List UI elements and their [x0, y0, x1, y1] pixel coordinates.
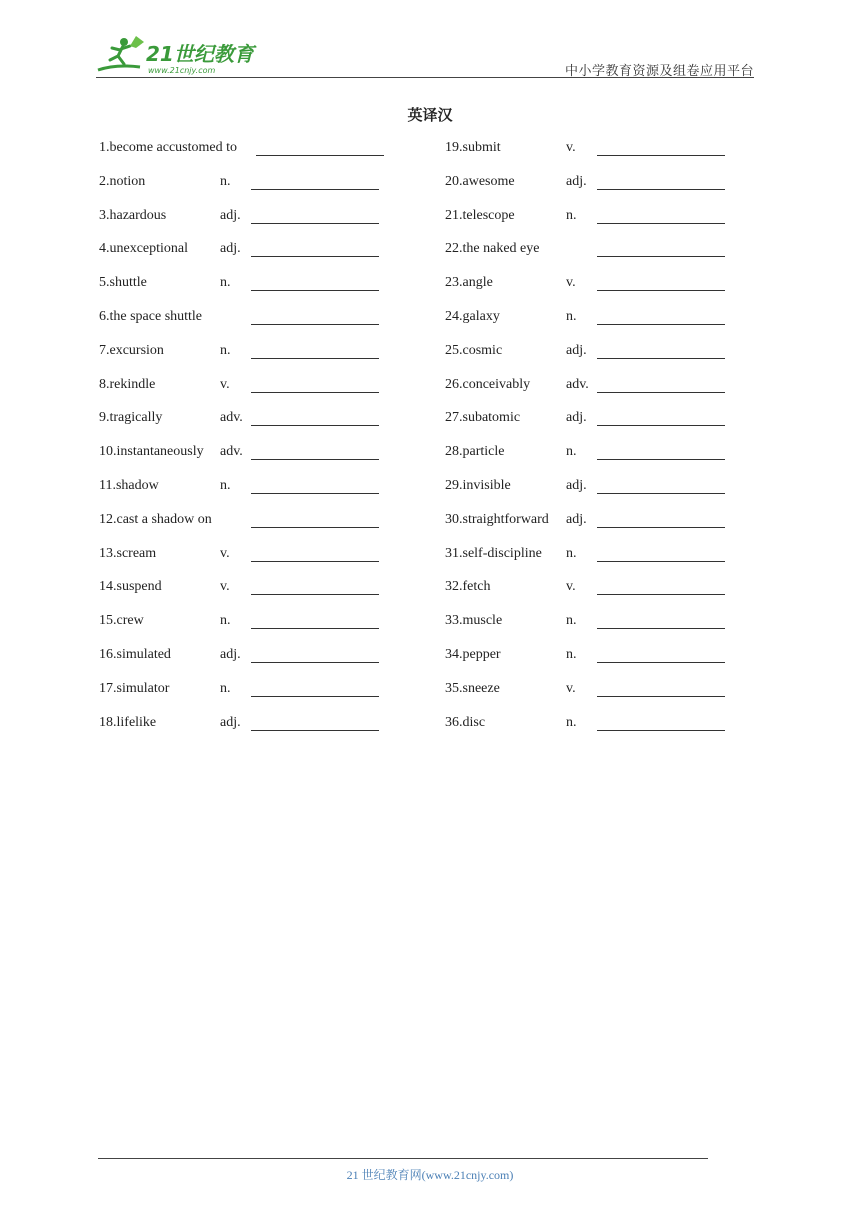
vocab-item: [99, 174, 419, 208]
vocab-word: 30.straightforward: [445, 511, 549, 527]
answer-blank[interactable]: [597, 594, 725, 595]
vocab-item: [445, 647, 765, 681]
vocab-word: 32.fetch: [445, 579, 491, 595]
answer-blank[interactable]: [597, 561, 725, 562]
vocab-word: 21.telescope: [445, 207, 515, 223]
vocab-word: 8.rekindle: [99, 376, 156, 392]
vocab-item: [99, 546, 419, 580]
footer-link[interactable]: 21 世纪教育网(www.21cnjy.com): [346, 1168, 514, 1182]
vocab-item: [445, 309, 765, 343]
vocab-item: [99, 140, 419, 174]
part-of-speech: n.: [566, 545, 577, 561]
vocab-item: [99, 309, 419, 343]
answer-blank[interactable]: [597, 730, 725, 731]
vocab-word: 26.conceivably: [445, 376, 531, 392]
part-of-speech: v.: [220, 579, 230, 595]
answer-blank[interactable]: [251, 425, 379, 426]
vocab-word: 5.shuttle: [99, 275, 147, 291]
vocab-item: [99, 715, 419, 749]
vocab-item: [445, 579, 765, 613]
vocab-item: [445, 241, 765, 275]
vocab-word: 23.angle: [445, 275, 493, 291]
part-of-speech: adj.: [566, 410, 587, 426]
vocab-word: 35.sneeze: [445, 680, 500, 696]
page-title: 英译汉: [407, 106, 453, 124]
answer-blank[interactable]: [251, 189, 379, 190]
part-of-speech: n.: [220, 173, 231, 189]
answer-blank[interactable]: [597, 425, 725, 426]
runner-logo-icon: [96, 34, 258, 76]
vocab-word: 9.tragically: [99, 410, 163, 426]
answer-blank[interactable]: [251, 324, 379, 325]
vocab-item: [99, 512, 419, 546]
vocab-word: 34.pepper: [445, 646, 501, 662]
part-of-speech: adj.: [566, 477, 587, 493]
vocab-word: 29.invisible: [445, 477, 511, 493]
part-of-speech: n.: [220, 342, 231, 358]
answer-blank[interactable]: [251, 527, 379, 528]
vocab-item: [445, 343, 765, 377]
answer-blank[interactable]: [251, 696, 379, 697]
vocab-item: [445, 140, 765, 174]
part-of-speech: n.: [566, 308, 577, 324]
vocab-item: [99, 410, 419, 444]
part-of-speech: n.: [566, 646, 577, 662]
vocab-word: 1.become accustomed to: [99, 140, 238, 155]
answer-blank[interactable]: [251, 290, 379, 291]
answer-blank[interactable]: [251, 628, 379, 629]
vocab-column-right: [445, 140, 765, 748]
answer-blank[interactable]: [597, 527, 725, 528]
answer-blank[interactable]: [251, 730, 379, 731]
answer-blank[interactable]: [251, 358, 379, 359]
vocab-word: 7.excursion: [99, 342, 164, 358]
vocab-word: 11.shadow: [99, 477, 159, 493]
logo-url-text: www.21cnjy.com: [148, 66, 216, 75]
vocab-item: [445, 410, 765, 444]
vocab-item: [445, 512, 765, 546]
vocab-word: 25.cosmic: [445, 342, 503, 358]
answer-blank[interactable]: [251, 594, 379, 595]
vocab-word: 19.submit: [445, 140, 501, 155]
part-of-speech: v.: [220, 376, 230, 392]
vocab-item: [99, 208, 419, 242]
answer-blank[interactable]: [256, 155, 384, 156]
answer-blank[interactable]: [597, 256, 725, 257]
vocab-word: 15.crew: [99, 613, 144, 629]
vocab-item: [99, 478, 419, 512]
vocab-word: 33.muscle: [445, 613, 503, 629]
vocab-column-left: [99, 140, 419, 748]
answer-blank[interactable]: [251, 459, 379, 460]
vocab-item: [99, 241, 419, 275]
vocab-word: 14.suspend: [99, 579, 162, 595]
answer-blank[interactable]: [597, 290, 725, 291]
vocab-item: [99, 444, 419, 478]
vocab-word: 13.scream: [99, 545, 157, 561]
vocab-item: [99, 377, 419, 411]
part-of-speech: v.: [566, 140, 576, 155]
vocab-word: 24.galaxy: [445, 308, 500, 324]
vocab-item: [99, 613, 419, 647]
answer-blank[interactable]: [251, 392, 379, 393]
footer-divider: [98, 1158, 708, 1159]
answer-blank[interactable]: [251, 662, 379, 663]
part-of-speech: n.: [220, 613, 231, 629]
vocab-item: [445, 174, 765, 208]
vocab-word: 36.disc: [445, 714, 486, 730]
vocab-item: [445, 681, 765, 715]
answer-blank[interactable]: [597, 628, 725, 629]
part-of-speech: adv.: [220, 410, 243, 426]
answer-blank[interactable]: [597, 189, 725, 190]
vocab-word: 28.particle: [445, 444, 505, 460]
part-of-speech: n.: [220, 680, 231, 696]
part-of-speech: n.: [566, 714, 577, 730]
answer-blank[interactable]: [597, 662, 725, 663]
vocab-item: [445, 613, 765, 647]
part-of-speech: adv.: [566, 376, 589, 392]
part-of-speech: v.: [566, 680, 576, 696]
vocab-word: 2.notion: [99, 173, 146, 189]
vocab-word: 6.the space shuttle: [99, 308, 203, 324]
answer-blank[interactable]: [597, 155, 725, 156]
vocab-item: [99, 275, 419, 309]
part-of-speech: adj.: [220, 241, 241, 257]
vocab-item: [99, 343, 419, 377]
vocab-word: 10.instantaneously: [99, 444, 204, 460]
logo-text: 21世纪教育: [146, 42, 254, 66]
part-of-speech: v.: [566, 275, 576, 291]
vocab-word: 4.unexceptional: [99, 241, 189, 257]
vocab-word: 31.self-discipline: [445, 545, 542, 561]
part-of-speech: adv.: [220, 444, 243, 460]
answer-blank[interactable]: [597, 324, 725, 325]
part-of-speech: n.: [566, 444, 577, 460]
part-of-speech: adj.: [220, 714, 241, 730]
header-divider: [96, 77, 754, 78]
answer-blank[interactable]: [251, 223, 379, 224]
vocab-item: [445, 275, 765, 309]
answer-blank[interactable]: [597, 223, 725, 224]
answer-blank[interactable]: [597, 696, 725, 697]
answer-blank[interactable]: [597, 358, 725, 359]
vocab-word: 17.simulator: [99, 680, 170, 696]
answer-blank[interactable]: [251, 493, 379, 494]
part-of-speech: n.: [566, 207, 577, 223]
part-of-speech: adj.: [566, 342, 587, 358]
vocab-word: 18.lifelike: [99, 714, 157, 730]
part-of-speech: n.: [220, 275, 231, 291]
answer-blank[interactable]: [597, 493, 725, 494]
part-of-speech: adj.: [220, 646, 241, 662]
answer-blank[interactable]: [251, 561, 379, 562]
part-of-speech: adj.: [566, 173, 587, 189]
vocab-word: 3.hazardous: [99, 207, 167, 223]
part-of-speech: n.: [220, 477, 231, 493]
vocab-word: 22.the naked eye: [445, 241, 540, 257]
vocab-word: 16.simulated: [99, 646, 171, 662]
part-of-speech: v.: [220, 545, 230, 561]
vocab-item: [99, 579, 419, 613]
vocab-word: 27.subatomic: [445, 410, 521, 426]
part-of-speech: n.: [566, 613, 577, 629]
vocab-item: [445, 208, 765, 242]
vocab-item: [445, 715, 765, 749]
vocab-word: 12.cast a shadow on: [99, 511, 212, 527]
vocab-item: [99, 681, 419, 715]
part-of-speech: adj.: [566, 511, 587, 527]
site-tagline: 中小学教育资源及组卷应用平台: [564, 64, 754, 79]
part-of-speech: v.: [566, 579, 576, 595]
vocab-item: [445, 546, 765, 580]
answer-blank[interactable]: [597, 459, 725, 460]
vocab-item: [445, 478, 765, 512]
answer-blank[interactable]: [251, 256, 379, 257]
part-of-speech: adj.: [220, 207, 241, 223]
vocab-item: [445, 444, 765, 478]
site-logo[interactable]: [96, 34, 258, 76]
vocab-item: [99, 647, 419, 681]
vocab-word: 20.awesome: [445, 173, 515, 189]
answer-blank[interactable]: [597, 392, 725, 393]
vocab-item: [445, 377, 765, 411]
